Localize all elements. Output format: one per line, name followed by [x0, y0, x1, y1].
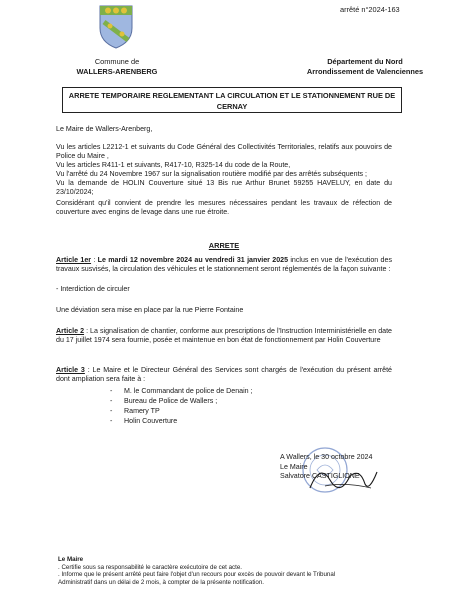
recipient-item: - Bureau de Police de Wallers ;	[110, 396, 253, 406]
signature-name: Salvatore CASTIGLIONE	[280, 472, 360, 480]
recipient-item: - M. le Commandant de police de Denain ;	[110, 386, 253, 396]
article-2	[56, 327, 392, 344]
footer-notice	[58, 556, 418, 586]
commune-label: Commune de	[94, 57, 140, 66]
article-1-text: inclus en vue de l'exécution des travaux susvisés, la circulation des véhicules et le stationnement seront réglementés de la façon suivante :	[56, 256, 392, 273]
title-line-2: CERNAY	[216, 102, 248, 111]
recipient-list	[110, 386, 253, 426]
department-block	[290, 57, 440, 77]
article-2-label: Article 2	[56, 327, 85, 335]
arrondissement-name: Arrondissement de Valenciennes	[306, 67, 424, 76]
vu-paragraph-1: Vu les articles L2212-1 et suivants du Code Général des Collectivités Territoriales, relatifs aux pouvoirs de Police du Maire ,	[56, 143, 392, 160]
handwritten-signature	[305, 458, 385, 498]
department-name: Département du Nord	[327, 57, 403, 66]
signature-role: Le Maire	[280, 462, 308, 471]
arrete-heading: ARRETE	[208, 241, 240, 250]
deviation-text: Une déviation sera mise en place par la rue Pierre Fontaine	[56, 306, 244, 314]
recipient-item: - Holin Couverture	[110, 416, 253, 426]
article-1-colon: :	[91, 256, 98, 264]
footer-line-3: Administratif dans un délai de 2 mois, à compter de la présente notification.	[58, 578, 265, 586]
article-3-text: : Le Maire et le Directeur Général des Services sont chargés de l'exécution du présent arrêté dont ampliation sera faite à :	[56, 366, 392, 383]
article-2-text: : La signalisation de chantier, conforme aux prescriptions de l'Instruction Interministérielle en date du 17 juillet 1974 sera fournie, posée et maintenue en bon état de fonctionnement par Holin Couverture	[56, 327, 392, 344]
article-1-measure: - Interdiction de circuler	[56, 285, 130, 293]
footer-title: Le Maire	[58, 556, 84, 563]
article-1-dates: Le mardi 12 novembre 2024 au vendredi 31 janvier 2025	[97, 256, 289, 264]
article-1-label: Article 1er	[56, 256, 92, 264]
commune-name: WALLERS-ARENBERG	[76, 67, 158, 76]
footer-line-2: . Informe que le présent arrêté peut faire l'objet d'un recours pour excès de pouvoir devant le Tribunal	[58, 571, 336, 579]
commune-block	[72, 57, 162, 77]
vu-paragraph-4: Vu la demande de HOLIN Couverture situé 13 Bis rue Arthur Brunet 59255 HAVELUY, en date du 23/10/2024;	[56, 179, 392, 196]
vu-paragraph-3: Vu l'arrêté du 24 Novembre 1967 sur la signalisation routière modifié par des arrêtés subséquents ;	[56, 170, 368, 178]
title-line-1: ARRETE TEMPORAIRE REGLEMENTANT LA CIRCULATION ET LE STATIONNEMENT RUE DE	[68, 91, 396, 100]
article-3-label: Article 3	[56, 366, 85, 374]
vu-paragraph-2: Vu les articles R411-1 et suivants, R417-10, R325-14 du code de la Route,	[56, 161, 291, 169]
recipient-item: - Ramery TP	[110, 406, 253, 416]
footer-line-1: . Certifie sous sa responsabilité le caractère exécutoire de cet acte.	[58, 563, 242, 571]
maire-intro: Le Maire de Wallers-Arenberg,	[56, 125, 153, 133]
document-title	[62, 87, 402, 113]
article-1	[56, 256, 392, 273]
article-3	[56, 366, 392, 383]
considerant-paragraph: Considérant qu'il convient de prendre les mesures nécessaires pendant les travaux de réfection de couverture avec engins de levage dans une rue étroite.	[56, 199, 392, 216]
coat-of-arms-logo	[92, 2, 140, 50]
arrete-number: arrêté n°2024-163	[340, 5, 400, 14]
signature-place-date: A Wallers, le 30 octobre 2024	[280, 453, 373, 461]
